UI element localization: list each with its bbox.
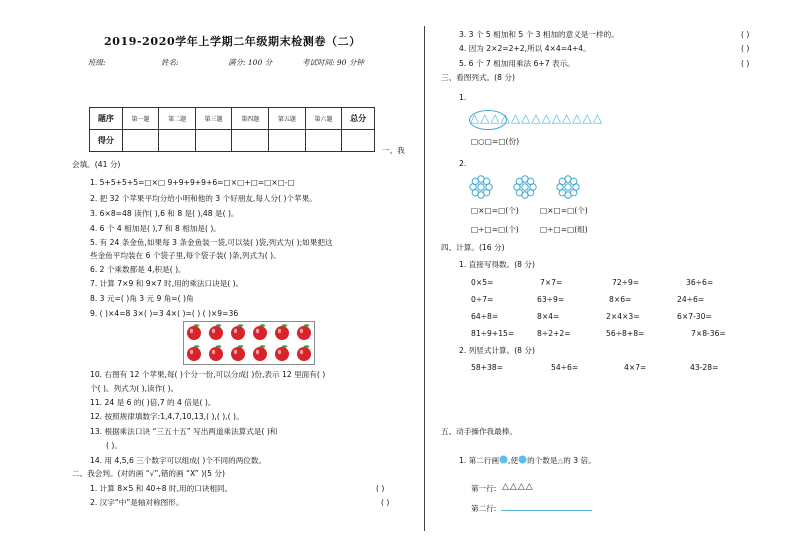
calc-item[interactable]: 6×7-30=: [677, 312, 712, 321]
question-1-3: 3. 6×8=48 读作( ),6 和 8 是( ),48 是( )。: [90, 209, 239, 218]
apple-icon: [231, 347, 245, 361]
apple-icon: [275, 347, 289, 361]
question-1-10a: 10. 右图有 12 个苹果,每( )个分一份,可以分成( )份,表示 12 里面有( ): [90, 370, 326, 379]
section3-heading: 三、看图列式。(8 分): [441, 73, 515, 82]
apples-picture: [183, 321, 315, 365]
circle-icon: [527, 178, 533, 184]
score-input[interactable]: [305, 130, 342, 152]
calc-item[interactable]: 8×4=: [537, 312, 560, 321]
vertical-calc[interactable]: 54÷6=: [551, 363, 579, 372]
drawing-question-part: 的 3 倍。: [563, 456, 596, 465]
apple-highlight: [234, 329, 237, 333]
calc-sub2-heading: 2. 列竖式计算。(8 分): [459, 346, 535, 355]
score-cell: 第二题: [159, 108, 196, 130]
apple-icon: [253, 326, 267, 340]
score-input[interactable]: [122, 130, 159, 152]
picture-2-number: 2.: [459, 159, 467, 168]
apple-icon: [187, 326, 201, 340]
apple-icon: [275, 326, 289, 340]
judge-5: 5. 6 个 7 相加用乘法 6+7 表示。: [459, 59, 575, 68]
section5-heading: 五、动手操作我最棒。: [441, 427, 517, 436]
apple-leaf: [216, 324, 222, 327]
vertical-calc[interactable]: 58+38=: [471, 363, 504, 372]
picture-2-equation-1a[interactable]: □×□=□(个): [471, 206, 519, 215]
calc-item[interactable]: 56÷8+8=: [606, 329, 645, 338]
question-1-4: 4. 6 个 4 相加是( ),7 和 8 相加是( )。: [90, 224, 221, 233]
column-divider: [424, 26, 425, 531]
question-1-11: 11. 24 是 6 的( )倍,7 的 4 倍是( )。: [90, 398, 216, 407]
apple-leaf: [238, 324, 244, 327]
score-cell: 第四题: [232, 108, 269, 130]
calc-item[interactable]: 81÷9+15=: [471, 329, 515, 338]
drawing-question-part: 的个数是: [527, 456, 558, 465]
apple-highlight: [256, 350, 259, 354]
picture-2-equation-1b[interactable]: □×□=□(个): [540, 206, 588, 215]
apple-highlight: [278, 350, 281, 354]
calc-item[interactable]: 64÷8=: [471, 312, 499, 321]
apple-leaf: [194, 324, 200, 327]
calc-item[interactable]: 7×8-36=: [691, 329, 726, 338]
apple-leaf: [304, 345, 310, 348]
drawing-question-part: 1. 第二行画: [459, 456, 500, 465]
score-cell: 题序: [90, 108, 123, 130]
apples-group: [187, 324, 311, 361]
score-cell: 得分: [90, 130, 123, 152]
vertical-calc[interactable]: 4×7=: [624, 363, 647, 372]
question-1-13b: ( )。: [106, 441, 122, 450]
judge-4-answer[interactable]: ( ): [741, 44, 750, 53]
apple-leaf: [260, 345, 266, 348]
exam-title: 2019-2020学年上学期二年级期末检测卷（二）: [104, 35, 361, 48]
apple-leaf: [194, 345, 200, 348]
circle-clusters-picture: [468, 175, 588, 201]
judge-4: 4. 因为 2×2=2+2,所以 4×4=4+4。: [459, 44, 591, 53]
picture-2-equation-2b[interactable]: □÷□=□(组): [540, 225, 588, 234]
question-1-7: 7. 计算 7×9 和 9×7 时,用的乘法口诀是( )。: [90, 279, 244, 288]
apple-leaf: [304, 324, 310, 327]
circle-icon: [565, 184, 571, 190]
apple-highlight: [212, 350, 215, 354]
apple-leaf: [238, 345, 244, 348]
picture-1-number: 1.: [459, 93, 467, 102]
score-input[interactable]: [342, 130, 375, 152]
section1-heading-tail: 一、我: [382, 146, 405, 155]
apple-highlight: [212, 329, 215, 333]
judge-3-answer[interactable]: ( ): [741, 30, 750, 39]
question-1-6: 6. 2 个乘数都是 4,积是( )。: [90, 265, 186, 274]
score-input[interactable]: [159, 130, 196, 152]
drawing-question-part: ,使: [508, 456, 519, 465]
full-score-label: 满分: 100 分: [228, 58, 273, 67]
judge-2: 2. 汉字“中”是轴对称图形。: [90, 498, 184, 507]
apple-leaf: [282, 324, 288, 327]
judge-1: 1. 计算 8×5 和 40÷8 时,用的口诀相同。: [90, 484, 233, 493]
class-label: 班级:: [88, 58, 106, 67]
section2-heading: 二、我会判。(对的画 “√”,错的画 “X” )(5 分): [72, 469, 225, 478]
apple-icon: [253, 347, 267, 361]
circle-icon: [478, 184, 484, 190]
section4-heading: 四、计算。(16 分): [441, 243, 505, 252]
apple-icon: [231, 326, 245, 340]
judge-3: 3. 3 个 5 相加和 5 个 3 相加的意义是一样的。: [459, 30, 619, 39]
question-1-8: 8. 3 元=( )角 3 元 9 角=( )角: [90, 294, 194, 303]
apple-icon: [297, 347, 311, 361]
calc-item[interactable]: 63÷9=: [537, 295, 565, 304]
apple-highlight: [190, 329, 193, 333]
score-table: [89, 107, 375, 152]
apple-highlight: [300, 350, 303, 354]
calc-item[interactable]: 0÷7=: [471, 295, 494, 304]
question-1-13a: 13. 根据乘法口诀 “三五十五” 写出两道乘法算式是( )和: [90, 427, 278, 436]
apple-highlight: [278, 329, 281, 333]
picture-1-equation[interactable]: □○□=□(份): [471, 137, 520, 146]
score-cell: 第三题: [195, 108, 232, 130]
calc-item[interactable]: 8×6=: [609, 295, 632, 304]
question-1-14: 14. 用 4,5,6 三个数字可以组成( )个不同的两位数。: [90, 456, 267, 465]
score-input[interactable]: [269, 130, 306, 152]
triangle-row: △△△△△△△△△△△△△: [470, 111, 603, 125]
question-1-1: 1. 5+5+5+5=□×□ 9+9+9+9+6=□×□+□=□×□-□: [90, 178, 295, 187]
score-cell: 总分: [342, 108, 375, 130]
calc-item[interactable]: 7×7=: [540, 278, 563, 287]
circle-icon: [570, 178, 576, 184]
calc-item[interactable]: 24÷6=: [677, 295, 705, 304]
apple-highlight: [300, 329, 303, 333]
row2-label: 第二行:: [471, 504, 497, 513]
question-1-10b: 个( )。列式为( ),读作( )。: [90, 384, 179, 393]
circle-clusters-group: [470, 176, 579, 198]
calc-item[interactable]: 36÷6=: [686, 278, 714, 287]
question-1-12: 12. 按照规律填数字:1,4,7,10,13,( ),( ),( )。: [90, 412, 244, 421]
picture-2-equation-2a[interactable]: □÷□=□(个): [471, 225, 519, 234]
calc-item[interactable]: 0×5=: [471, 278, 494, 287]
apples-frame: [184, 322, 315, 365]
triangle-icon: △: [557, 456, 564, 465]
calc-item[interactable]: 72÷9=: [612, 278, 640, 287]
circle-icon: [518, 455, 527, 464]
section1-heading: 会填。(41 分): [72, 160, 121, 169]
apple-icon: [187, 347, 201, 361]
score-cell: 第五题: [269, 108, 306, 130]
score-cell: 第一题: [122, 108, 159, 130]
question-1-5b: 些金鱼平均装在 6 个袋子里,每个袋子装( )条,列式为( )。: [90, 251, 281, 260]
calc-sub1-heading: 1. 直接写得数。(8 分): [459, 260, 535, 269]
time-label: 考试时间: 90 分钟: [302, 58, 364, 67]
calc-item[interactable]: 2×4×3=: [606, 312, 640, 321]
apple-icon: [209, 326, 223, 340]
vertical-calc[interactable]: 43-28=: [690, 363, 719, 372]
question-1-9: 9. ( )×4=8 3×( )=3 4×( )=( ) ( )×9=36: [90, 309, 239, 318]
judge-1-answer[interactable]: ( ): [376, 484, 385, 493]
apple-icon: [297, 326, 311, 340]
score-input[interactable]: [195, 130, 232, 152]
drawing-question: [459, 455, 596, 465]
apple-leaf: [216, 345, 222, 348]
score-cell: 第六题: [305, 108, 342, 130]
circle-icon: [499, 455, 508, 464]
apple-leaf: [260, 324, 266, 327]
question-1-2: 2. 把 32 个苹果平均分给小明和他的 3 个好朋友,每人分( )个苹果。: [90, 194, 317, 203]
apple-highlight: [256, 329, 259, 333]
apple-highlight: [190, 350, 193, 354]
calc-item[interactable]: 8÷2+2=: [537, 329, 571, 338]
circle-icon: [522, 184, 528, 190]
score-input[interactable]: [232, 130, 269, 152]
circle-icon: [483, 178, 489, 184]
apple-highlight: [234, 350, 237, 354]
row1-label: 第一行:: [471, 484, 497, 493]
judge-5-answer[interactable]: ( ): [741, 59, 750, 68]
apple-icon: [209, 347, 223, 361]
question-1-5a: 5. 有 24 条金鱼,如果每 3 条金鱼装一袋,可以装( )袋,列式为( );如果把这: [90, 238, 333, 247]
row1-triangles: △△△△: [502, 482, 534, 492]
apple-leaf: [282, 345, 288, 348]
row2-answer-line[interactable]: [501, 510, 592, 511]
judge-2-answer[interactable]: ( ): [381, 498, 390, 507]
name-label: 姓名:: [161, 58, 179, 67]
